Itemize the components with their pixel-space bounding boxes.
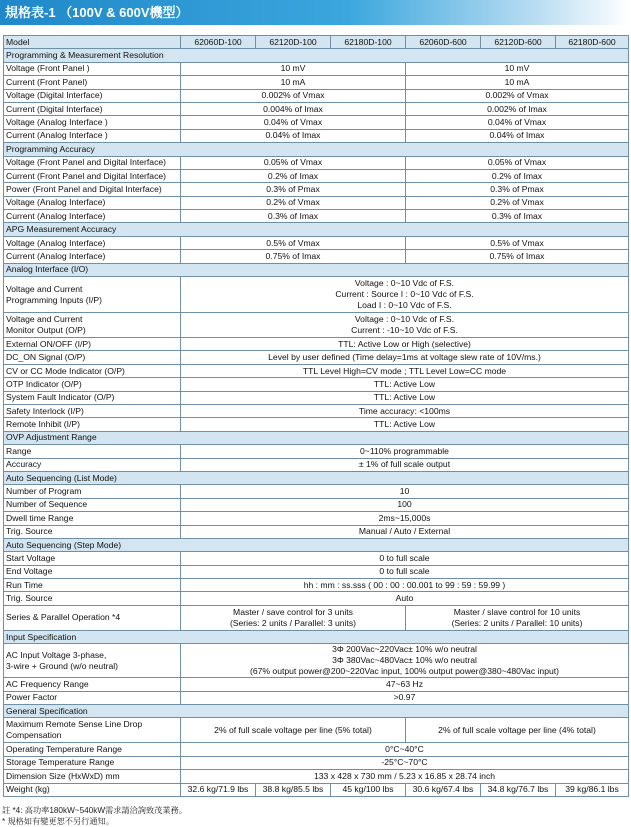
- row-label: Start Voltage: [4, 552, 181, 565]
- cell-100v: 0.004% of Imax: [181, 102, 406, 115]
- section-header: [4, 49, 629, 62]
- table-row: [4, 404, 629, 417]
- cell-100v: 0.5% of Vmax: [181, 236, 406, 249]
- table-row: [4, 183, 629, 196]
- cell-100v: [181, 605, 406, 630]
- table-row: [4, 445, 629, 458]
- section-title: Auto Sequencing (List Mode): [4, 471, 629, 484]
- table-row: [4, 512, 629, 525]
- row-label: Current (Digital Interface): [4, 102, 181, 115]
- row-label: Current (Front Panel): [4, 76, 181, 89]
- cell-all: [181, 313, 629, 338]
- row-label-line: 3-wire + Ground (w/o neutral): [6, 660, 119, 671]
- header-label: Model: [4, 36, 181, 49]
- table-row: [4, 277, 629, 313]
- cell-100v: 0.75% of Imax: [181, 250, 406, 263]
- row-label: Voltage (Front Panel and Digital Interface): [4, 156, 181, 169]
- value-line: Load I : 0~10 Vdc of F.S.: [357, 300, 452, 311]
- table-row: [4, 592, 629, 605]
- cell-all: Manual / Auto / External: [181, 525, 629, 538]
- row-label: System Fault Indicator (O/P): [4, 391, 181, 404]
- row-label: Run Time: [4, 579, 181, 592]
- cell-600v: 2% of full scale voltage per line (4% total): [406, 718, 629, 743]
- table-row: [4, 102, 629, 115]
- section-title: OVP Adjustment Range: [4, 431, 629, 444]
- section-header: [4, 263, 629, 276]
- model-header: 62120D-600: [481, 36, 556, 49]
- weight-cell: 45 kg/100 lbs: [331, 783, 406, 796]
- cell-all: [181, 277, 629, 313]
- table-row: [4, 391, 629, 404]
- value-line: (Series: 2 units / Parallel: 10 units): [451, 617, 583, 628]
- table-row: [4, 116, 629, 129]
- value-line: 3Φ 200Vac~220Vac± 10% w/o neutral: [332, 644, 477, 655]
- section-header: [4, 538, 629, 551]
- model-header: 62060D-100: [181, 36, 256, 49]
- value-line: Master / slave control for 10 units: [453, 606, 581, 617]
- cell-all: 2ms~15,000s: [181, 512, 629, 525]
- row-label: Dwell time Range: [4, 512, 181, 525]
- cell-all: 0 to full scale: [181, 552, 629, 565]
- table-row: [4, 691, 629, 704]
- table-row: [4, 458, 629, 471]
- cell-all: TTL: Active Low or High (selective): [181, 338, 629, 351]
- value-line: (67% output power@200~220Vac input, 100% output power@380~480Vac input): [249, 666, 560, 677]
- row-label: AC Frequency Range: [4, 678, 181, 691]
- value-line: 3Φ 380Vac~480Vac± 10% w/o neutral: [332, 655, 477, 666]
- cell-600v: [406, 605, 629, 630]
- cell-600v: 0.002% of Vmax: [406, 89, 629, 102]
- value-line: Current : -10~10 Vdc of F.S.: [351, 325, 458, 336]
- table-header-row: [4, 36, 629, 49]
- page-title: 規格表-1 （100V & 600V機型）: [0, 0, 631, 25]
- table-row: [4, 62, 629, 75]
- section-title: Programming Accuracy: [4, 143, 629, 156]
- row-label: Operating Temperature Range: [4, 743, 181, 756]
- cell-all: 133 x 428 x 730 mm / 5.23 x 16.85 x 28.74 inch: [181, 770, 629, 783]
- row-label: [4, 277, 181, 313]
- row-label: [4, 718, 181, 743]
- cell-600v: 0.2% of Vmax: [406, 196, 629, 209]
- row-label: Voltage (Analog Interface): [4, 236, 181, 249]
- cell-100v: 0.3% of Pmax: [181, 183, 406, 196]
- table-row: [4, 89, 629, 102]
- row-label: OTP Indicator (O/P): [4, 378, 181, 391]
- value-line: (Series: 2 units / Parallel: 3 units): [229, 617, 357, 628]
- value-line: Current : Source I : 0~10 Vdc of F.S.: [335, 289, 474, 300]
- model-header: 62180D-100: [331, 36, 406, 49]
- row-label-line: Compensation: [6, 730, 62, 741]
- cell-100v: 0.05% of Vmax: [181, 156, 406, 169]
- section-title: Programming & Measurement Resolution: [4, 49, 629, 62]
- table-row: [4, 743, 629, 756]
- cell-all: TTL: Active Low: [181, 418, 629, 431]
- section-header: [4, 630, 629, 643]
- table-row: [4, 338, 629, 351]
- cell-all: -25°C~70°C: [181, 756, 629, 769]
- section-title: Analog Interface (I/O): [4, 263, 629, 276]
- cell-all: Auto: [181, 592, 629, 605]
- table-row: [4, 250, 629, 263]
- row-label: Trig. Source: [4, 525, 181, 538]
- section-title: General Specification: [4, 705, 629, 718]
- table-row: [4, 129, 629, 142]
- cell-all: 10: [181, 485, 629, 498]
- table-row: [4, 210, 629, 223]
- row-label: Remote Inhibit (I/P): [4, 418, 181, 431]
- row-label: Voltage (Analog Interface ): [4, 116, 181, 129]
- table-row: [4, 770, 629, 783]
- row-label: Accuracy: [4, 458, 181, 471]
- table-row: [4, 644, 629, 678]
- cell-all: TTL: Active Low: [181, 378, 629, 391]
- row-label: Storage Temperature Range: [4, 756, 181, 769]
- cell-100v: 0.04% of Vmax: [181, 116, 406, 129]
- row-label: Current (Analog Interface): [4, 250, 181, 263]
- cell-all: ± 1% of full scale output: [181, 458, 629, 471]
- row-label-line: AC Input Voltage 3-phase,: [6, 649, 107, 660]
- table-row: [4, 418, 629, 431]
- table-row: [4, 364, 629, 377]
- cell-600v: 0.05% of Vmax: [406, 156, 629, 169]
- row-label: Dimension Size (HxWxD) mm: [4, 770, 181, 783]
- cell-600v: 0.3% of Imax: [406, 210, 629, 223]
- table-row: [4, 76, 629, 89]
- weight-cell: 39 kg/86.1 lbs: [556, 783, 629, 796]
- row-label: [4, 313, 181, 338]
- cell-600v: 0.75% of Imax: [406, 250, 629, 263]
- section-title: Auto Sequencing (Step Mode): [4, 538, 629, 551]
- row-label: DC_ON Signal (O/P): [4, 351, 181, 364]
- cell-all: TTL Level High=CV mode ; TTL Level Low=CC mode: [181, 364, 629, 377]
- cell-600v: 10 mV: [406, 62, 629, 75]
- row-label: Power Factor: [4, 691, 181, 704]
- value-line: Voltage : 0~10 Vdc of F.S.: [354, 314, 455, 325]
- row-label: [4, 644, 181, 678]
- section-header: [4, 143, 629, 156]
- table-row: [4, 485, 629, 498]
- row-label: Number of Sequence: [4, 498, 181, 511]
- section-title: APG Measurement Accuracy: [4, 223, 629, 236]
- cell-100v: 10 mV: [181, 62, 406, 75]
- row-label-line: Monitor Output (O/P): [6, 325, 86, 336]
- weight-cell: 30.6 kg/67.4 lbs: [406, 783, 481, 796]
- row-label: Current (Front Panel and Digital Interface): [4, 169, 181, 182]
- table-row: [4, 313, 629, 338]
- cell-all: 0 to full scale: [181, 565, 629, 578]
- table-row: [4, 565, 629, 578]
- table-row: [4, 756, 629, 769]
- cell-600v: 0.5% of Vmax: [406, 236, 629, 249]
- weight-cell: 32.6 kg/71.9 lbs: [181, 783, 256, 796]
- cell-all: 0~110% programmable: [181, 445, 629, 458]
- cell-all: >0.97: [181, 691, 629, 704]
- model-header: 62180D-600: [556, 36, 629, 49]
- table-row: [4, 156, 629, 169]
- cell-600v: 0.04% of Vmax: [406, 116, 629, 129]
- cell-600v: 0.3% of Pmax: [406, 183, 629, 196]
- footnote: * 規格如有變更恕不另行通知。: [2, 816, 114, 826]
- table-row: [4, 169, 629, 182]
- cell-100v: 0.002% of Vmax: [181, 89, 406, 102]
- row-label: Voltage (Digital Interface): [4, 89, 181, 102]
- cell-all: TTL: Active Low: [181, 391, 629, 404]
- section-header: [4, 223, 629, 236]
- cell-600v: 0.002% of Imax: [406, 102, 629, 115]
- row-label: End Voltage: [4, 565, 181, 578]
- table-row: [4, 605, 629, 630]
- table-row: [4, 196, 629, 209]
- cell-all: hh : mm : ss.sss ( 00 : 00 : 00.001 to 99 : 59 : 59.99 ): [181, 579, 629, 592]
- row-label: Power (Front Panel and Digital Interface): [4, 183, 181, 196]
- footnote: 註 *4: 高功率180kW~540kW需求請洽詢致茂業務。: [2, 806, 187, 815]
- cell-100v: 0.2% of Vmax: [181, 196, 406, 209]
- value-line: Voltage : 0~10 Vdc of F.S.: [354, 278, 455, 289]
- cell-all: [181, 644, 629, 678]
- cell-all: 100: [181, 498, 629, 511]
- section-header: [4, 705, 629, 718]
- table-row: [4, 678, 629, 691]
- row-label-line: Voltage and Current: [6, 283, 83, 294]
- table-row: [4, 552, 629, 565]
- table-row: [4, 378, 629, 391]
- row-label: Trig. Source: [4, 592, 181, 605]
- weight-cell: 38.8 kg/85.5 lbs: [256, 783, 331, 796]
- cell-100v: 2% of full scale voltage per line (5% total): [181, 718, 406, 743]
- model-header: 62120D-100: [256, 36, 331, 49]
- row-label-line: Programming Inputs (I/P): [6, 294, 102, 305]
- table-row: [4, 525, 629, 538]
- cell-100v: 0.3% of Imax: [181, 210, 406, 223]
- row-label-line: Maximum Remote Sense Line Drop: [6, 719, 143, 730]
- cell-all: Time accuracy: <100ms: [181, 404, 629, 417]
- row-label: External ON/OFF (I/P): [4, 338, 181, 351]
- spec-table: [3, 35, 629, 797]
- cell-all: 47~63 Hz: [181, 678, 629, 691]
- section-title: Input Specification: [4, 630, 629, 643]
- value-line: Master / save control for 3 units: [233, 606, 353, 617]
- row-label: Safety Interlock (I/P): [4, 404, 181, 417]
- cell-600v: 0.2% of Imax: [406, 169, 629, 182]
- row-label: Voltage (Front Panel ): [4, 62, 181, 75]
- model-header: 62060D-600: [406, 36, 481, 49]
- table-row: [4, 498, 629, 511]
- section-header: [4, 471, 629, 484]
- weight-cell: 34.8 kg/76.7 lbs: [481, 783, 556, 796]
- row-label-line: Voltage and Current: [6, 314, 83, 325]
- row-label: Current (Analog Interface): [4, 210, 181, 223]
- cell-100v: 0.2% of Imax: [181, 169, 406, 182]
- cell-100v: 0.04% of Imax: [181, 129, 406, 142]
- table-row: [4, 351, 629, 364]
- footnotes: [2, 806, 187, 827]
- row-label: CV or CC Mode Indicator (O/P): [4, 364, 181, 377]
- table-row: [4, 718, 629, 743]
- cell-100v: 10 mA: [181, 76, 406, 89]
- row-label: Series & Parallel Operation *4: [4, 605, 181, 630]
- cell-600v: 10 mA: [406, 76, 629, 89]
- row-label: Range: [4, 445, 181, 458]
- row-label: Number of Program: [4, 485, 181, 498]
- cell-all: 0°C~40°C: [181, 743, 629, 756]
- row-label: Voltage (Analog Interface): [4, 196, 181, 209]
- row-label: Weight (kg): [4, 783, 181, 796]
- table-row: [4, 579, 629, 592]
- section-header: [4, 431, 629, 444]
- table-row: [4, 783, 629, 796]
- table-row: [4, 236, 629, 249]
- row-label: Current (Analog Interface ): [4, 129, 181, 142]
- cell-all: Level by user defined (Time delay=1ms at voltage slew rate of 10V/ms.): [181, 351, 629, 364]
- cell-600v: 0.04% of Imax: [406, 129, 629, 142]
